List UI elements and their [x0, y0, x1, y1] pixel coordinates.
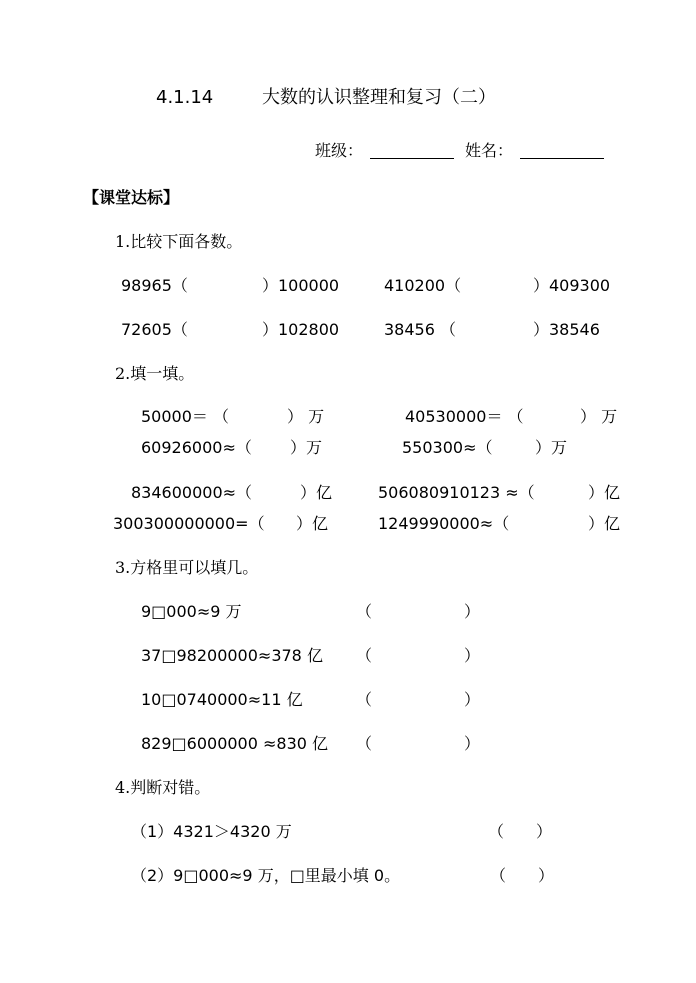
- q4-item-2: （2）9□000≈9 万，□里最小填 0。: [131, 866, 401, 885]
- q3-item-4: 829□6000000 ≈830 亿: [141, 734, 329, 753]
- q4-item-2-paren[interactable]: （ ）: [490, 866, 555, 885]
- q4-item-1-paren[interactable]: （ ）: [488, 822, 553, 841]
- q3-item-3-open: （: [356, 690, 373, 709]
- q2-item-8: 1249990000≈（: [378, 514, 510, 533]
- section-heading: 【课堂达标】: [83, 188, 180, 207]
- q2-item-4-close: ）万: [535, 438, 568, 457]
- name-label: 姓名：: [465, 141, 514, 160]
- q4-item-1: （1）4321＞4320 万: [131, 822, 292, 841]
- q3-item-2-close: ）: [464, 646, 481, 665]
- q2-heading: 2.填一填。: [115, 364, 195, 383]
- page-title: 大数的认识整理和复习（二）: [262, 87, 496, 108]
- class-blank[interactable]: [370, 158, 454, 159]
- q3-item-1-close: ）: [464, 602, 481, 621]
- q2-item-8-close: ）亿: [588, 514, 621, 533]
- q2-item-7-close: ）亿: [296, 514, 329, 533]
- q4-heading: 4.判断对错。: [115, 778, 211, 797]
- q3-item-1: 9□000≈9 万: [141, 602, 242, 621]
- q1-r1-left-close: ）100000: [262, 276, 340, 295]
- q1-heading: 1.比较下面各数。: [115, 232, 243, 251]
- q3-heading: 3.方格里可以填几。: [115, 558, 259, 577]
- q1-r1-left: 98965（: [121, 276, 188, 295]
- name-blank[interactable]: [520, 158, 604, 159]
- q3-item-4-open: （: [356, 734, 373, 753]
- q2-item-2: 40530000＝ （: [405, 407, 524, 426]
- q3-item-3-close: ）: [464, 690, 481, 709]
- q2-item-3-close: ）万: [290, 438, 323, 457]
- q2-item-1: 50000＝ （: [141, 407, 229, 426]
- q1-r1-right-close: ）409300: [533, 276, 611, 295]
- q2-item-1-close: ） 万: [287, 407, 325, 426]
- q1-r2-right: 38456 （: [384, 320, 456, 339]
- q3-item-1-open: （: [356, 602, 373, 621]
- q3-item-2: 37□98200000≈378 亿: [141, 646, 323, 665]
- q1-r2-right-close: ）38546: [533, 320, 600, 339]
- q3-item-2-open: （: [356, 646, 373, 665]
- q2-item-4: 550300≈（: [402, 438, 493, 457]
- q2-item-5: 834600000≈（: [131, 483, 253, 502]
- q2-item-6: 506080910123 ≈（: [378, 483, 535, 502]
- q1-r1-right: 410200（: [384, 276, 462, 295]
- q1-r2-left: 72605（: [121, 320, 188, 339]
- q3-item-4-close: ）: [464, 734, 481, 753]
- q2-item-2-close: ） 万: [580, 407, 618, 426]
- lesson-number: 4.1.14: [156, 87, 214, 108]
- q2-item-6-close: ）亿: [588, 483, 621, 502]
- q2-item-7: 300300000000=（: [113, 514, 265, 533]
- q2-item-3: 60926000≈（: [141, 438, 252, 457]
- class-label: 班级：: [315, 141, 364, 160]
- q1-r2-left-close: ）102800: [262, 320, 340, 339]
- q2-item-5-close: ）亿: [300, 483, 333, 502]
- q3-item-3: 10□0740000≈11 亿: [141, 690, 303, 709]
